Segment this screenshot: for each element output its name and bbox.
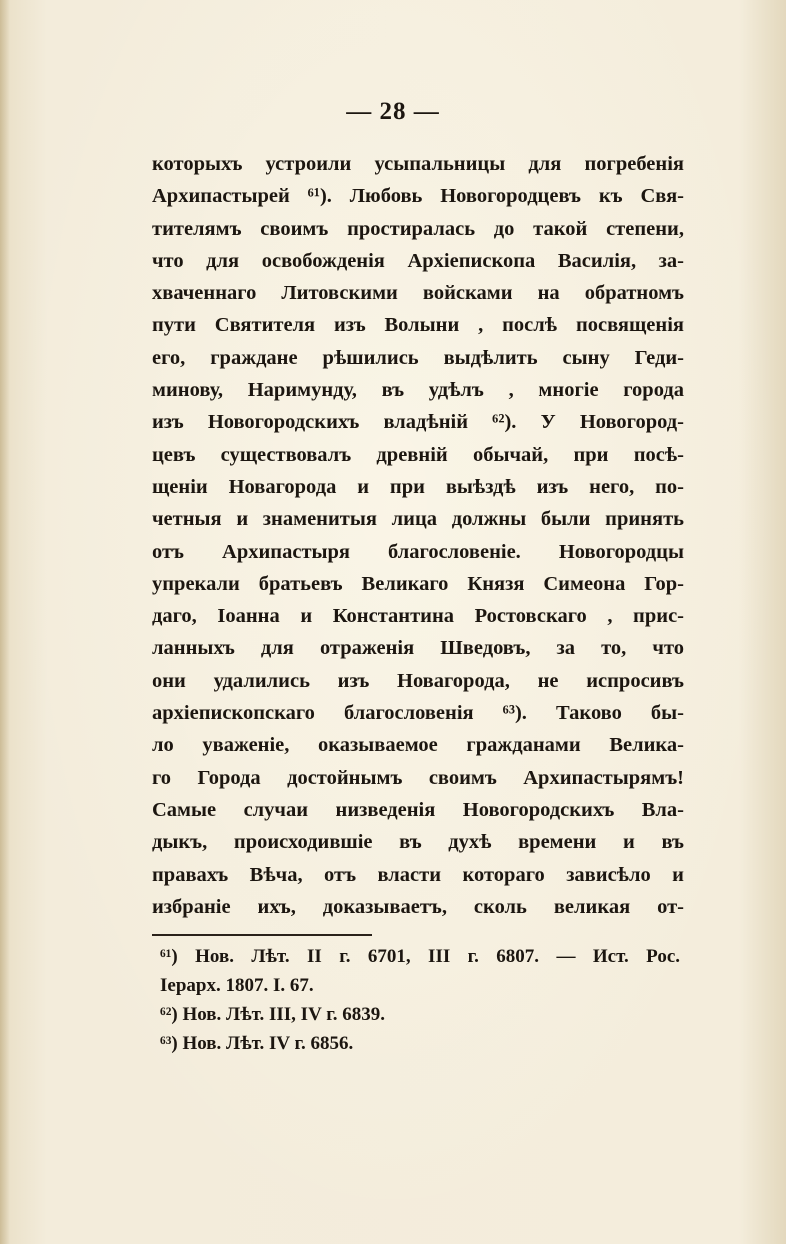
footnote-61: ⁶¹) Нов. Лѣт. II г. 6701, III г. 6807. — Ист. Рос. [160,946,680,967]
text-line: четныя и знаменитыя лица должны были принять [152,508,684,531]
text-line: что для освобожденія Архіепископа Василія, за- [152,249,684,272]
footnote-61-continued: Іерарх. 1807. I. 67. [160,975,314,996]
text-line: ланныхъ для отраженія Шведовъ, за то, что [152,637,684,660]
text-line: пути Святителя изъ Волыни , послѣ посвященія [152,314,684,337]
text-line: его, граждане рѣшились выдѣлить сыну Геди- [152,346,684,369]
text-line: го Города достойнымъ своимъ Архипастырямъ! [152,766,684,789]
text-line: отъ Архипастыря благословеніе. Новогородцы [152,540,684,563]
text-line: избраніе ихъ, доказываетъ, сколь великая от- [152,895,684,918]
text-line: даго, Іоанна и Константина Ростовскаго , прис- [152,605,684,628]
text-line: архіепископскаго благословенія ⁶³). Таково бы- [152,702,684,725]
text-line: щеніи Новагорода и при выѣздѣ изъ него, по- [152,475,684,498]
text-line: ло уваженіе, оказываемое гражданами Велика- [152,734,684,757]
footnote-62: ⁶²) Нов. Лѣт. III, IV г. 6839. [160,1004,385,1025]
text-line: Архипастырей ⁶¹). Любовь Новогородцевъ къ Свя- [152,185,684,208]
page-number: — 28 — [346,98,440,125]
text-line: цевъ существовалъ древній обычай, при посѣ- [152,443,684,466]
footnotes [160,942,680,1058]
text-line: изъ Новогородскихъ владѣній ⁶²). У Новогород- [152,411,684,434]
text-line: тителямъ своимъ простиралась до такой степени, [152,217,684,240]
body-text [152,148,684,923]
footnote-rule [152,934,372,936]
text-line: упрекали братьевъ Великаго Князя Симеона Гор- [152,572,684,595]
footnote-63: ⁶³) Нов. Лѣт. IV г. 6856. [160,1033,354,1054]
text-line: минову, Наримунду, въ удѣлъ , многіе города [152,379,684,402]
text-line: дыкъ, происходившіе въ духѣ времени и въ [152,831,684,854]
page-edge-shadow [0,0,10,1244]
text-line: Самые случаи низведенія Новогородскихъ Вла- [152,798,684,821]
text-line: они удалились изъ Новагорода, не испросивъ [152,669,684,692]
text-line: которыхъ устроили усыпальницы для погребенія [152,153,684,175]
text-line: правахъ Вѣча, отъ власти котораго зависѣло и [152,863,684,886]
text-line: хваченнаго Литовскими войсками на обратномъ [152,282,684,305]
